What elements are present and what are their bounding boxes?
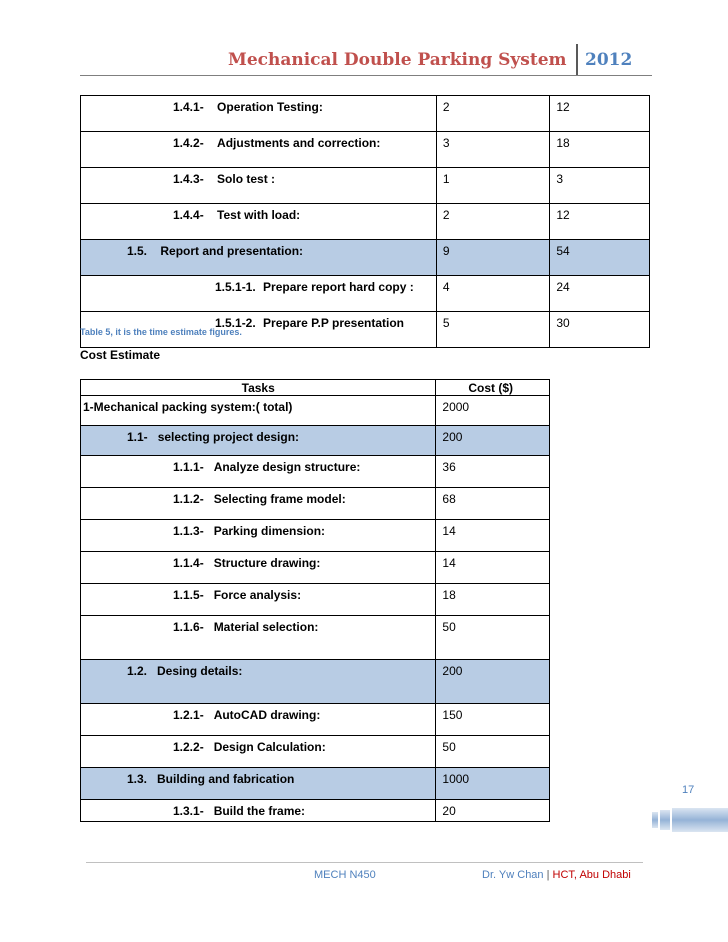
hours-cell: 54 (550, 240, 650, 276)
document-title: Mechanical Double Parking System (228, 50, 567, 70)
duration-cell: 4 (436, 276, 550, 312)
cost-cell: 50 (436, 616, 550, 660)
task-cell (81, 132, 437, 168)
cost-estimate-table (80, 379, 550, 822)
cost-cell: 14 (436, 552, 550, 584)
task-cell (81, 736, 436, 768)
task-label: Solo test : (217, 172, 276, 186)
task-label: Mechanical packing system:( total) (93, 400, 293, 414)
table-row (81, 660, 550, 704)
task-number: 1.1.5- (173, 588, 204, 602)
task-cell (81, 276, 437, 312)
task-cell (81, 800, 436, 822)
task-label: selecting project design: (157, 430, 300, 444)
table-row (81, 456, 550, 488)
task-cell (81, 396, 436, 426)
table-row (81, 704, 550, 736)
task-number: 1.5.1-2. (215, 316, 256, 330)
hours-cell: 12 (550, 96, 650, 132)
task-label: Structure drawing: (213, 556, 321, 570)
hours-cell: 24 (550, 276, 650, 312)
task-number: 1.4.2- (173, 136, 204, 150)
task-number: 1.2.2- (173, 740, 204, 754)
footer-institution: HCT, Abu Dhabi (552, 869, 631, 881)
task-number: 1.1.2- (173, 492, 204, 506)
duration-cell: 5 (436, 312, 550, 348)
table-row (81, 396, 550, 426)
task-cell (81, 96, 437, 132)
cost-cell: 18 (436, 584, 550, 616)
task-number: 1.4.4- (173, 208, 204, 222)
task-label: Analyze design structure: (213, 460, 361, 474)
document-year: 2012 (585, 50, 633, 70)
task-label: Prepare P.P presentation (263, 316, 404, 330)
table-caption: Table 5, it is the time estimate figures. (80, 327, 242, 337)
task-number: 1.2. (127, 664, 148, 678)
task-number: 1.1.4- (173, 556, 204, 570)
page-tab-graphic (652, 806, 728, 834)
task-number: 1.4.3- (173, 172, 204, 186)
hours-cell: 3 (550, 168, 650, 204)
task-cell (81, 426, 436, 456)
task-number: 1.5.1-1. (215, 280, 256, 294)
page-number: 17 (682, 784, 695, 796)
task-cell (81, 488, 436, 520)
task-cell (81, 168, 437, 204)
column-header-cost: Cost ($) (436, 380, 550, 396)
task-label: Building and fabrication (157, 772, 295, 786)
task-number: 1.1.6- (173, 620, 204, 634)
task-label: Force analysis: (213, 588, 302, 602)
table-row (81, 552, 550, 584)
table-row (81, 168, 650, 204)
cost-cell: 1000 (436, 768, 550, 800)
table-row (81, 616, 550, 660)
duration-cell: 2 (436, 204, 550, 240)
task-cell (81, 584, 436, 616)
task-cell (81, 552, 436, 584)
task-cell (81, 660, 436, 704)
cost-cell: 68 (436, 488, 550, 520)
duration-cell: 2 (436, 96, 550, 132)
task-number: 1.1.1- (173, 460, 204, 474)
table-row (81, 276, 650, 312)
section-title: Cost Estimate (80, 348, 161, 362)
table-row (81, 768, 550, 800)
footer-separator: | (546, 869, 550, 881)
task-cell (81, 768, 436, 800)
task-label: Report and presentation: (160, 244, 304, 258)
task-label: Adjustments and correction: (217, 136, 381, 150)
task-label: Parking dimension: (213, 524, 326, 538)
table-row (81, 584, 550, 616)
cost-cell: 50 (436, 736, 550, 768)
cost-cell: 14 (436, 520, 550, 552)
task-label: Test with load: (217, 208, 301, 222)
task-label: Operation Testing: (217, 100, 323, 114)
task-label: Prepare report hard copy : (263, 280, 414, 294)
duration-cell: 3 (436, 132, 550, 168)
footer-author: Dr. Yw Chan (482, 869, 544, 881)
table-row (81, 204, 650, 240)
table-row (81, 800, 550, 822)
table-row (81, 96, 650, 132)
footer-author-line (482, 869, 631, 881)
hours-cell: 12 (550, 204, 650, 240)
task-label: Desing details: (157, 664, 243, 678)
cost-cell: 36 (436, 456, 550, 488)
task-number: 1.2.1- (173, 708, 204, 722)
task-number: 1- (83, 400, 94, 414)
table-row (81, 488, 550, 520)
task-cell (81, 456, 436, 488)
task-cell (81, 204, 437, 240)
cost-cell: 20 (436, 800, 550, 822)
footer-rule (86, 862, 643, 863)
task-cell (81, 240, 437, 276)
duration-cell: 9 (436, 240, 550, 276)
cost-cell: 2000 (436, 396, 550, 426)
task-number: 1.3. (127, 772, 148, 786)
table-row (81, 520, 550, 552)
task-number: 1.3.1- (173, 804, 204, 818)
table-row (81, 132, 650, 168)
page-header (0, 44, 728, 76)
task-cell (81, 520, 436, 552)
table-row (81, 240, 650, 276)
table-row (81, 426, 550, 456)
task-label: Design Calculation: (213, 740, 326, 754)
header-divider (576, 44, 578, 76)
footer-course: MECH N450 (314, 869, 376, 881)
hours-cell: 30 (550, 312, 650, 348)
duration-cell: 1 (436, 168, 550, 204)
cost-cell: 200 (436, 660, 550, 704)
task-cell (81, 616, 436, 660)
task-label: Build the frame: (213, 804, 306, 818)
header-rule (80, 75, 652, 76)
task-number: 1.4.1- (173, 100, 204, 114)
hours-cell: 18 (550, 132, 650, 168)
table-header-row (81, 380, 550, 396)
task-number: 1.1.3- (173, 524, 204, 538)
table-row (81, 736, 550, 768)
task-label: Selecting frame model: (213, 492, 346, 506)
task-label: AutoCAD drawing: (213, 708, 321, 722)
task-number: 1.1- (127, 430, 148, 444)
task-cell (81, 704, 436, 736)
cost-cell: 200 (436, 426, 550, 456)
task-label: Material selection: (213, 620, 319, 634)
time-estimate-table (80, 95, 650, 348)
task-number: 1.5. (127, 244, 148, 258)
column-header-tasks: Tasks (81, 380, 436, 396)
cost-cell: 150 (436, 704, 550, 736)
